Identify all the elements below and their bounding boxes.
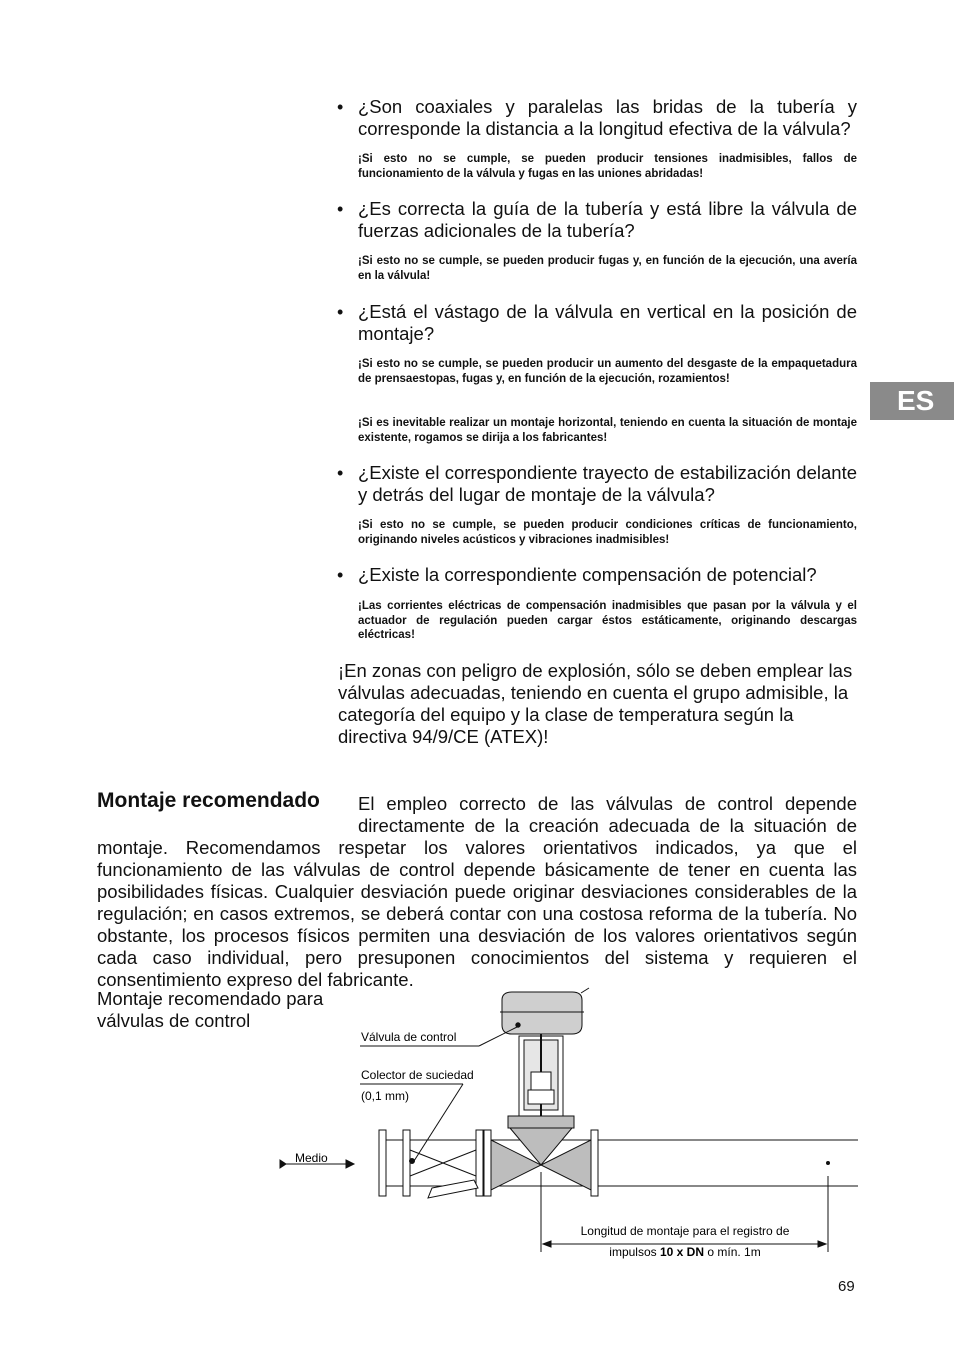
- label-control-valve: Válvula de control: [361, 1030, 457, 1044]
- bullet-dot: •: [337, 565, 344, 585]
- atex-paragraph: ¡En zonas con peligro de explosión, sólo se deben emplear las válvulas adecuadas, teniendo en cuenta el grupo admisible, la categoría del equipo y la clase de temperatura según la directiva 94/9/CE (ATEX)!: [338, 660, 853, 747]
- section-body: montaje. Recomendamos respetar los valores orientativos indicados, ya que el funcionamiento de las válvulas de control depende básicamente de tener en cuenta las posibilidades físicas. Cualquier desviación puede originar desviaciones considerables de la regulación; en casos extremos, se deberá contar con una costosa reforma de la tubería. No obstante, los procesos físicos permiten una desviación de los valores orientativos según cada caso individual, pero presuponen conocimientos del sistema y requieren el consentimiento expreso del fabricante.: [97, 837, 857, 990]
- label-strainer-mesh: (0,1 mm): [361, 1089, 409, 1103]
- valve-actuator: [500, 988, 589, 1034]
- valve-yoke: [519, 1030, 563, 1116]
- flange-strainer-in: [403, 1130, 410, 1196]
- bullet-dot: •: [337, 302, 344, 322]
- flange-valve-out: [591, 1130, 598, 1196]
- bullet-question: ¿Existe el correspondiente trayecto de estabilización delante y detrás del lugar de montaje de la válvula?: [358, 462, 857, 505]
- bullet-dot: •: [337, 463, 344, 483]
- language-tab: ES: [870, 382, 954, 420]
- bullet-note: ¡Si esto no se cumple, se pueden producir condiciones críticas de funcionamiento, originando niveles acústicos y vibraciones inadmisibles!: [358, 519, 857, 546]
- flange-valve-in: [484, 1130, 491, 1196]
- section-heading: Montaje recomendado: [97, 789, 320, 812]
- bullet-question: ¿Existe la correspondiente compensación de potencial?: [358, 564, 817, 585]
- bullet-note: ¡Si es inevitable realizar un montaje horizontal, teniendo en cuenta la situación de montaje existente, rogamos se dirija a los fabricantes!: [358, 417, 857, 444]
- bullet-question: ¿Son coaxiales y paralelas las bridas de la tubería y corresponde la distancia a la longitud efectiva de la válvula?: [358, 96, 857, 139]
- label-length-line2: [609, 1245, 760, 1259]
- bullet-dot: •: [337, 199, 344, 219]
- bullet-note: ¡Si esto no se cumple, se pueden producir tensiones inadmisibles, fallos de funcionamiento de la válvula y fugas en las uniones abridadas!: [358, 153, 857, 180]
- label-medium: Medio: [295, 1151, 328, 1165]
- bullet-dot: •: [337, 97, 344, 117]
- strainer-symbol: [410, 1150, 479, 1198]
- bullet-question: ¿Es correcta la guía de la tubería y está libre la válvula de fuerzas adicionales de la tubería?: [358, 198, 857, 241]
- bullet-question: ¿Está el vástago de la válvula en vertical en la posición de montaje?: [358, 301, 857, 344]
- label-length-bold: 10 x DN: [659, 1245, 705, 1259]
- bullet-note: ¡Si esto no se cumple, se pueden producir un aumento del desgaste de la empaquetadura de prensaestopas, fugas y, en función de la ejecución, rozamientos!: [358, 358, 857, 385]
- label-length-suffix: o mín. 1m: [704, 1245, 761, 1259]
- page-number: 69: [838, 1278, 855, 1295]
- label-strainer: Colector de suciedad: [361, 1068, 474, 1082]
- bullet-note: ¡Si esto no se cumple, se pueden producir fugas y, en función de la ejecución, una avería en la válvula!: [358, 255, 857, 282]
- figure-caption: Montaje recomendado para válvulas de control: [97, 988, 324, 1031]
- label-length-line1: Longitud de montaje para el registro de: [580, 1224, 790, 1238]
- bullet-note: ¡Las corrientes eléctricas de compensación inadmisibles que pasan por la válvula y el actuador de regulación pueden cargar éstos estáticamente, originando descargas eléctricas!: [358, 600, 857, 641]
- section-body-first-line: El empleo correcto de las válvulas de control depende directamente de la creación adecuada de la situación de: [358, 793, 857, 836]
- label-length-prefix: impulsos: [609, 1245, 660, 1259]
- flange-left: [379, 1130, 386, 1196]
